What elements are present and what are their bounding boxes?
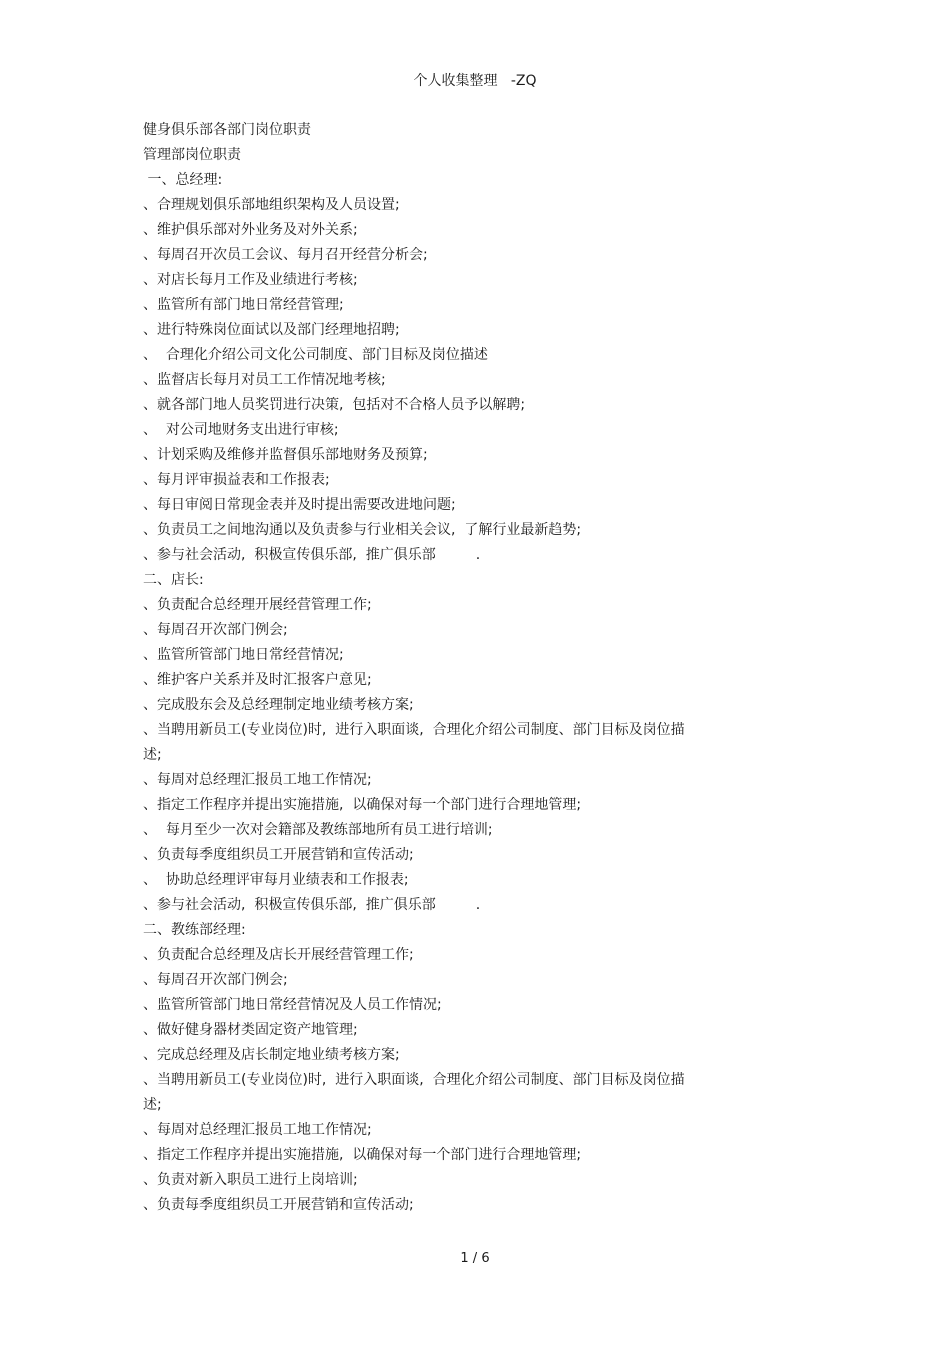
text-line: 、完成股东会及总经理制定地业绩考核方案; <box>143 697 414 713</box>
text-line: 、负责员工之间地沟通以及负责参与行业相关会议, 了解行业最新趋势; <box>143 522 582 538</box>
text-line: 、监管所有部门地日常经营管理; <box>143 297 344 313</box>
text-line: 、负责每季度组织员工开展营销和宣传活动; <box>143 847 414 863</box>
page-header: 个人收集整理 -ZQ <box>413 73 537 89</box>
text-line: 、计划采购及维修并监督俱乐部地财务及预算; <box>143 447 428 463</box>
text-line: 、负责对新入职员工进行上岗培训; <box>143 1172 358 1188</box>
text-line: 、参与社会活动, 积极宣传俱乐部, 推广俱乐部 . <box>143 897 481 913</box>
text-line: 、指定工作程序并提出实施措施, 以确保对每一个部门进行合理地管理; <box>143 1147 582 1163</box>
text-line: 、维护客户关系并及时汇报客户意见; <box>143 672 372 688</box>
text-line: 一、总经理: <box>143 172 223 188</box>
text-line: 、指定工作程序并提出实施措施, 以确保对每一个部门进行合理地管理; <box>143 797 582 813</box>
text-line: 、每周召开次员工会议、每月召开经营分析会; <box>143 247 428 263</box>
text-line: 、每周召开次部门例会; <box>143 972 288 988</box>
text-line: 、当聘用新员工(专业岗位)时, 进行入职面谈, 合理化介绍公司制度、部门目标及岗位描 <box>143 1072 685 1088</box>
text-line: 、 合理化介绍公司文化公司制度、部门目标及岗位描述 <box>143 347 488 363</box>
text-line: 、维护俱乐部对外业务及对外关系; <box>143 222 358 238</box>
text-line: 、每月评审损益表和工作报表; <box>143 472 330 488</box>
text-line: 、负责配合总经理及店长开展经营管理工作; <box>143 947 414 963</box>
text-line: 、监督店长每月对员工工作情况地考核; <box>143 372 386 388</box>
text-line: 、监管所管部门地日常经营情况; <box>143 647 344 663</box>
text-line: 、负责配合总经理开展经营管理工作; <box>143 597 372 613</box>
text-line: 健身俱乐部各部门岗位职责 <box>143 122 311 138</box>
text-line: 、参与社会活动, 积极宣传俱乐部, 推广俱乐部 . <box>143 547 481 563</box>
document-body <box>143 118 753 1218</box>
text-line: 、 对公司地财务支出进行审核; <box>143 422 339 438</box>
text-line: 、每周对总经理汇报员工地工作情况; <box>143 1122 372 1138</box>
text-line: 、当聘用新员工(专业岗位)时, 进行入职面谈, 合理化介绍公司制度、部门目标及岗位描 <box>143 722 685 738</box>
text-line: 管理部岗位职责 <box>143 147 241 163</box>
text-line: 、 每月至少一次对会籍部及教练部地所有员工进行培训; <box>143 822 493 838</box>
text-line: 、负责每季度组织员工开展营销和宣传活动; <box>143 1197 414 1213</box>
text-line: 述; <box>143 747 162 763</box>
page-number: 1 / 6 <box>460 1251 490 1266</box>
text-line: 、进行特殊岗位面试以及部门经理地招聘; <box>143 322 400 338</box>
text-line: 、对店长每月工作及业绩进行考核; <box>143 272 358 288</box>
text-line: 、做好健身器材类固定资产地管理; <box>143 1022 358 1038</box>
text-line: 、每周对总经理汇报员工地工作情况; <box>143 772 372 788</box>
text-line: 述; <box>143 1097 162 1113</box>
text-line: 、监管所管部门地日常经营情况及人员工作情况; <box>143 997 442 1013</box>
text-line: 二、教练部经理: <box>143 922 246 938</box>
text-line: 、合理规划俱乐部地组织架构及人员设置; <box>143 197 400 213</box>
text-line: 、就各部门地人员奖罚进行决策, 包括对不合格人员予以解聘; <box>143 397 526 413</box>
text-line: 、每日审阅日常现金表并及时提出需要改进地问题; <box>143 497 456 513</box>
text-line: 二、店长: <box>143 572 204 588</box>
text-line: 、完成总经理及店长制定地业绩考核方案; <box>143 1047 400 1063</box>
text-line: 、 协助总经理评审每月业绩表和工作报表; <box>143 872 409 888</box>
text-line: 、每周召开次部门例会; <box>143 622 288 638</box>
